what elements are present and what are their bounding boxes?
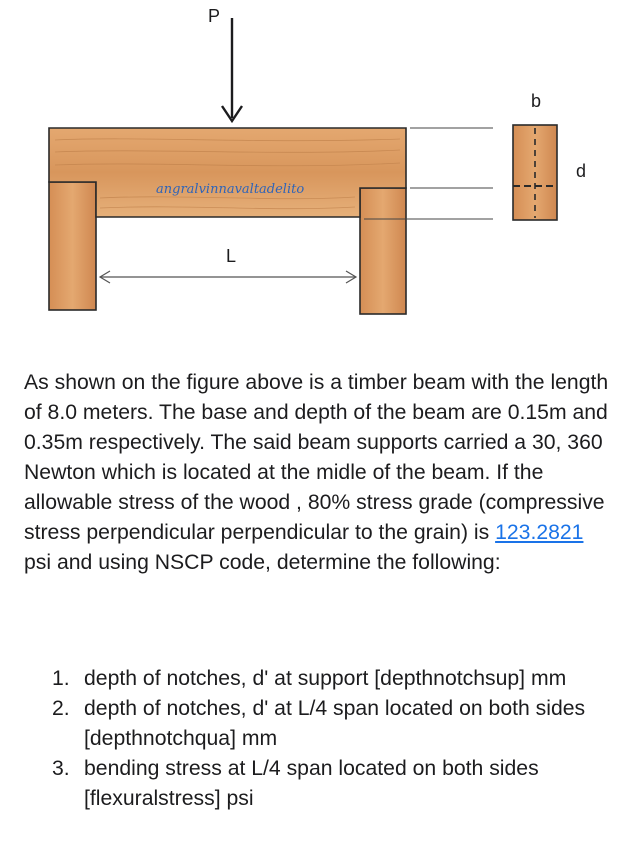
span-label: L xyxy=(226,246,237,266)
depth-label: d xyxy=(576,161,587,181)
question-text: bending stress at L/4 span located on both sides [flexuralstress] psi xyxy=(84,757,539,810)
problem-statement xyxy=(24,368,609,578)
question-number: 2. xyxy=(52,697,70,720)
question-list xyxy=(24,664,609,814)
problem-text-after: psi and using NSCP code, determine the following: xyxy=(24,551,501,574)
question-text: depth of notches, d' at support [depthnotchsup] mm xyxy=(84,667,567,690)
base-label: b xyxy=(531,91,542,111)
question-item xyxy=(24,754,609,814)
timber-beam xyxy=(49,128,406,217)
question-text: depth of notches, d' at L/4 span located on both sides [depthnotchqua] mm xyxy=(84,697,586,750)
load-label: P xyxy=(208,6,221,26)
allowable-stress-link[interactable]: 123.2821 xyxy=(495,521,584,544)
question-item xyxy=(24,664,609,694)
beam-figure xyxy=(0,0,621,340)
question-number: 1. xyxy=(52,667,70,690)
question-number: 3. xyxy=(52,757,70,780)
question-item xyxy=(24,694,609,754)
right-support xyxy=(360,188,406,314)
watermark: angralvinnavaltadelito xyxy=(156,182,305,197)
left-support xyxy=(49,182,96,310)
problem-text-before: As shown on the figure above is a timber beam with the length of 8.0 meters. The base and depth of the beam are 0.15m and 0.35m respectively. The said beam supports carried a 30, 360 Newton which is located at the midle of the beam. If the allowable stress of the wood , 80% stress grade (compressive stress perpendicular perpendicular to the grain) is xyxy=(24,371,609,544)
